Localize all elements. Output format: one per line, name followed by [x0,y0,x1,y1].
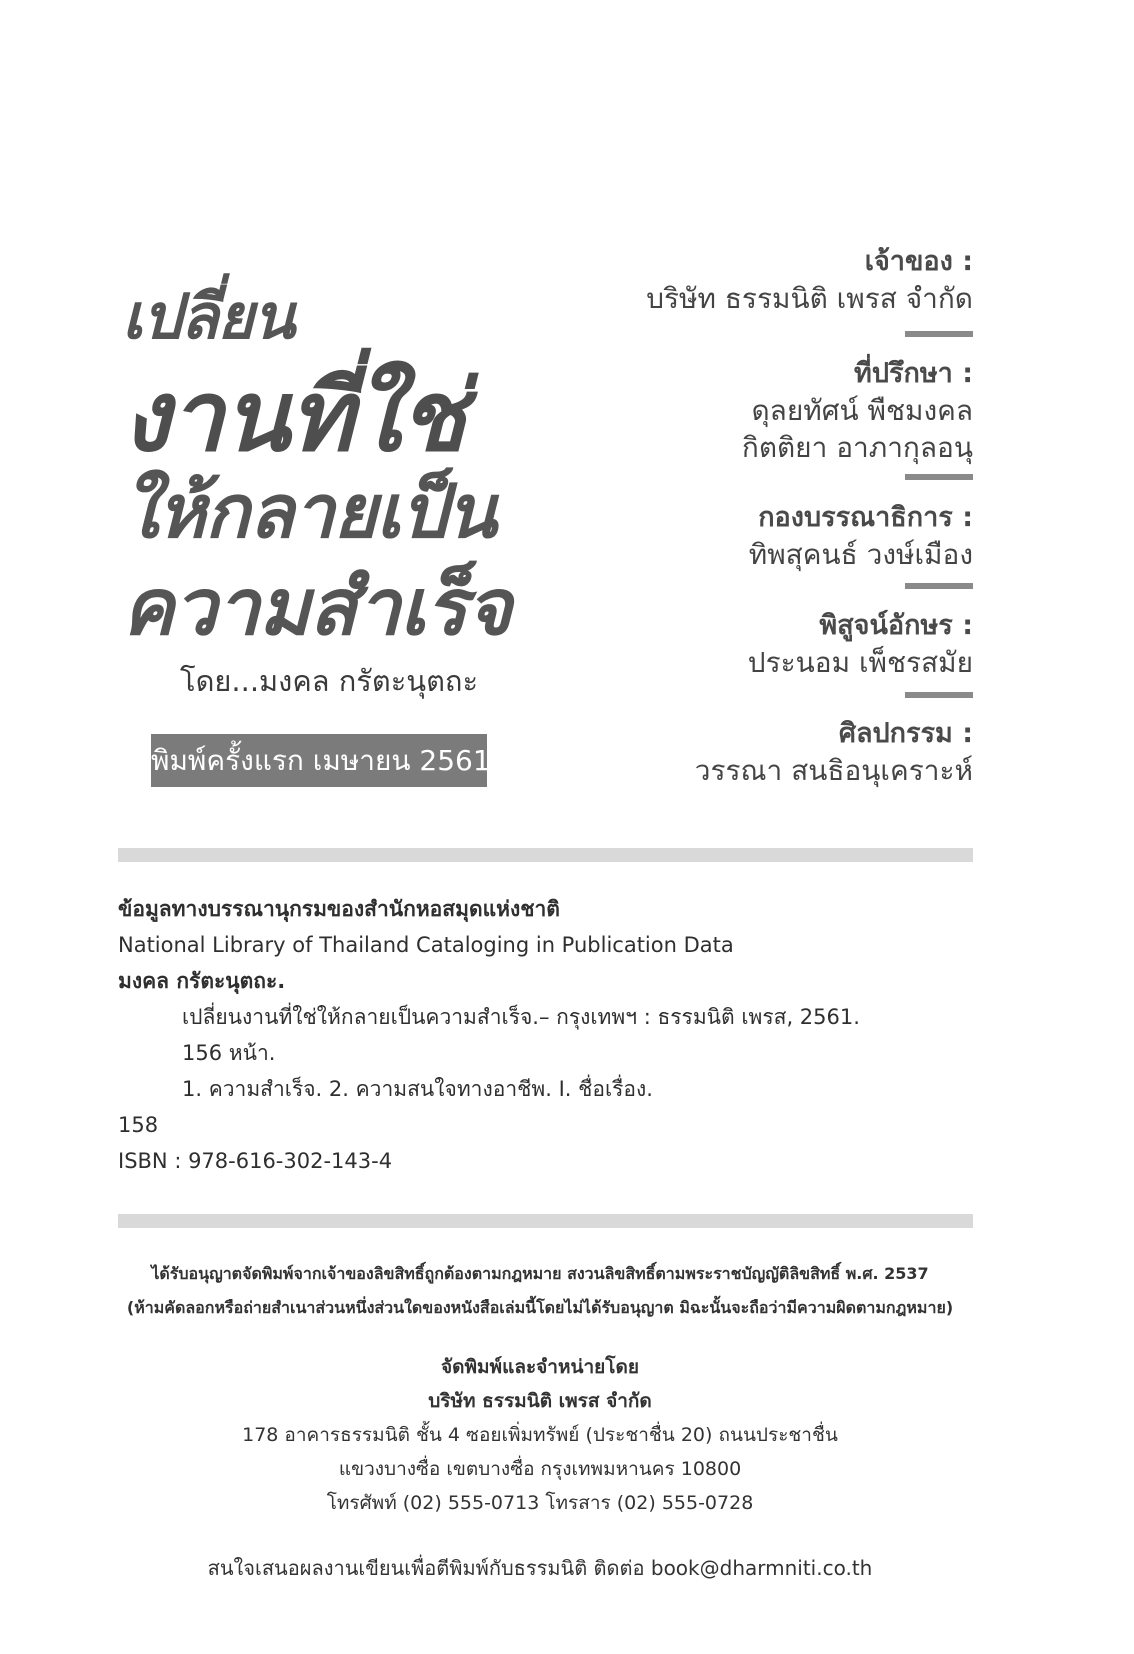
cataloging-author: มงคล กรัตะนุตถะ. [118,969,286,993]
credit-label: ศิลปกรรม : [838,718,973,749]
divider [905,583,973,589]
divider [905,692,973,698]
cataloging-isbn: ISBN : 978-616-302-143-4 [118,1149,393,1173]
section-bar [118,848,973,862]
submission-contact: สนใจเสนอผลงานเขียนเพื่อตีพิมพ์กับธรรมนิติ ติดต่อ book@dharmniti.co.th [207,1556,873,1580]
credit-value: บริษัท ธรรมนิติ เพรส จำกัด [646,282,973,315]
credit-label: ที่ปรึกษา : [854,358,973,389]
book-title-line-2: งานที่ใช่ [122,360,465,474]
cataloging-subjects: 1. ความสำเร็จ. 2. ความสนใจทางอาชีพ. I. ชื่อเรื่อง. [182,1077,653,1101]
credit-label: กองบรรณาธิการ : [758,502,973,533]
credit-label: เจ้าของ : [864,246,973,277]
cataloging-entry: เปลี่ยนงานที่ใช่ให้กลายเป็นความสำเร็จ.– กรุงเทพฯ : ธรรมนิติ เพรส, 2561. [182,1005,860,1029]
credit-advisors [742,356,973,466]
publisher-phone: โทรศัพท์ (02) 555-0713 โทรสาร (02) 555-0728 [326,1492,754,1514]
cataloging-pages: 156 หน้า. [182,1041,276,1065]
author-byline: โดย...มงคล กรัตะนุตถะ [180,664,479,698]
credit-value: ดุลยทัศน์ พืชมงคล [751,394,973,427]
section-bar [118,1214,973,1228]
credit-art [695,716,973,789]
credit-value: ประนอม เพ็ชรสมัย [747,646,973,679]
book-title-line-4: ความสำเร็จ [122,563,511,653]
credit-proofreader [748,608,973,681]
cataloging-heading-th: ข้อมูลทางบรรณานุกรมของสำนักหอสมุดแห่งชาติ [118,897,560,921]
credit-owner [646,244,973,317]
credit-label: พิสูจน์อักษร : [819,610,973,641]
book-title-line-3: ให้กลายเป็น [122,469,496,555]
edition-badge: พิมพ์ครั้งแรก เมษายน 2561 [151,734,487,787]
copyright-warning: (ห้ามคัดลอกหรือถ่ายสำเนาส่วนหนึ่งส่วนใดของหนังสือเล่มนี้โดยไม่ได้รับอนุญาต มิฉะนั้นจะถือว่ามีความผิดตามกฎหมาย) [126,1298,954,1317]
credit-value: กิตติยา อาภากุลอนุ [741,431,973,464]
book-title-line-1: เปลี่ยน [122,280,295,353]
copyright-notice: ได้รับอนุญาตจัดพิมพ์จากเจ้าของลิขสิทธิ์ถูกต้องตามกฎหมาย สงวนลิขสิทธิ์ตามพระราชบัญญัติลิขสิทธิ์ พ.ศ. 2537 [151,1264,929,1283]
cataloging-class-number: 158 [118,1113,159,1137]
credit-value: วรรณา สนธิอนุเคราะห์ [694,754,973,787]
credit-editorial [749,500,973,573]
credit-value: ทิพสุคนธ์ วงษ์เมือง [748,538,973,571]
cataloging-heading-en: National Library of Thailand Cataloging in Publication Data [118,933,734,957]
publisher-address-1: 178 อาคารธรรมนิติ ชั้น 4 ซอยเพิ่มทรัพย์ (ประชาชื่น 20) ถนนประชาชื่น [242,1424,838,1446]
divider [905,474,973,480]
divider [905,331,973,337]
publisher-heading: จัดพิมพ์และจำหน่ายโดย [441,1356,639,1378]
publisher-name: บริษัท ธรรมนิติ เพรส จำกัด [428,1390,652,1412]
publisher-address-2: แขวงบางซื่อ เขตบางซื่อ กรุงเทพมหานคร 10800 [338,1458,742,1480]
